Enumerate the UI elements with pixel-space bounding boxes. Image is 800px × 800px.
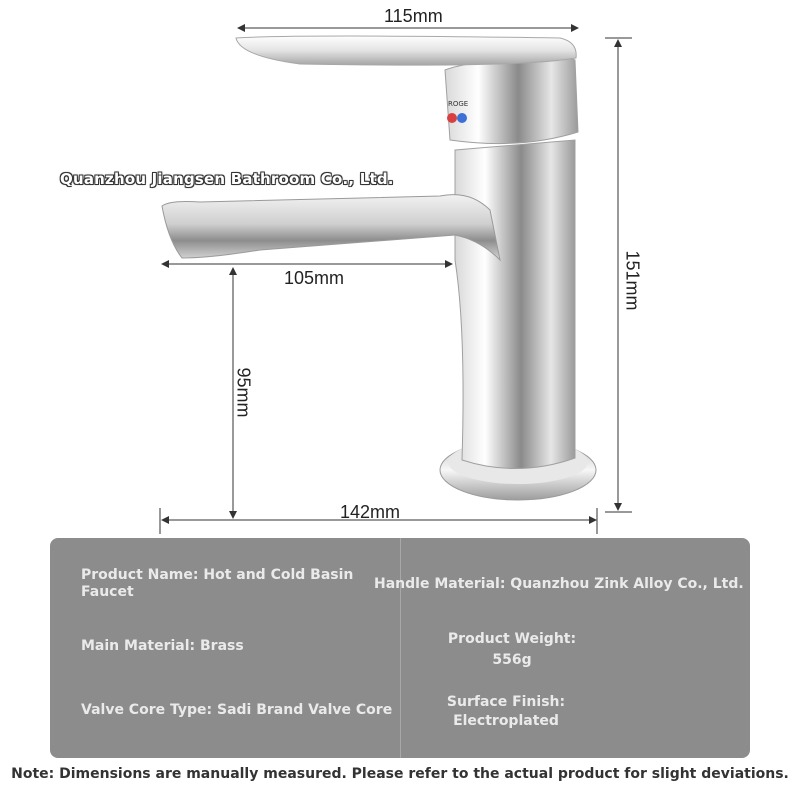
spec-main-material: Main Material: Brass (81, 638, 244, 654)
dim-label-spout-height: 95mm (233, 367, 254, 418)
spec-divider (400, 538, 401, 758)
spec-valve-core: Valve Core Type: Sadi Brand Valve Core (81, 702, 393, 718)
spec-panel (50, 538, 750, 758)
dim-label-base-span: 142mm (340, 502, 401, 522)
spec-surface-finish-label: Surface Finish: (446, 694, 566, 710)
handle-logo: ROGE (448, 100, 469, 108)
spec-surface-finish-value: Electroplated (453, 713, 559, 729)
dim-label-spout-reach: 105mm (284, 268, 345, 288)
faucet-spout (162, 195, 500, 260)
dim-label-handle-width: 115mm (384, 6, 443, 26)
spec-product-name: Product Name: Hot and Cold Basin Faucet (81, 567, 354, 600)
spec-handle-material: Handle Material: Quanzhou Zink Alloy Co., Ltd. (374, 576, 744, 592)
faucet-body (455, 140, 575, 469)
spec-product-weight-label: Product Weight: (447, 631, 577, 647)
spec-product-weight-value: 556g (492, 652, 532, 668)
dim-label-total-height: 151mm (622, 250, 643, 311)
disclaimer-note: Note: Dimensions are manually measured. Please refer to the actual product for slight deviations. (11, 766, 789, 782)
faucet-lever (236, 36, 576, 65)
company-watermark: Quanzhou Jiangsen Bathroom Co., Ltd. (60, 170, 394, 188)
